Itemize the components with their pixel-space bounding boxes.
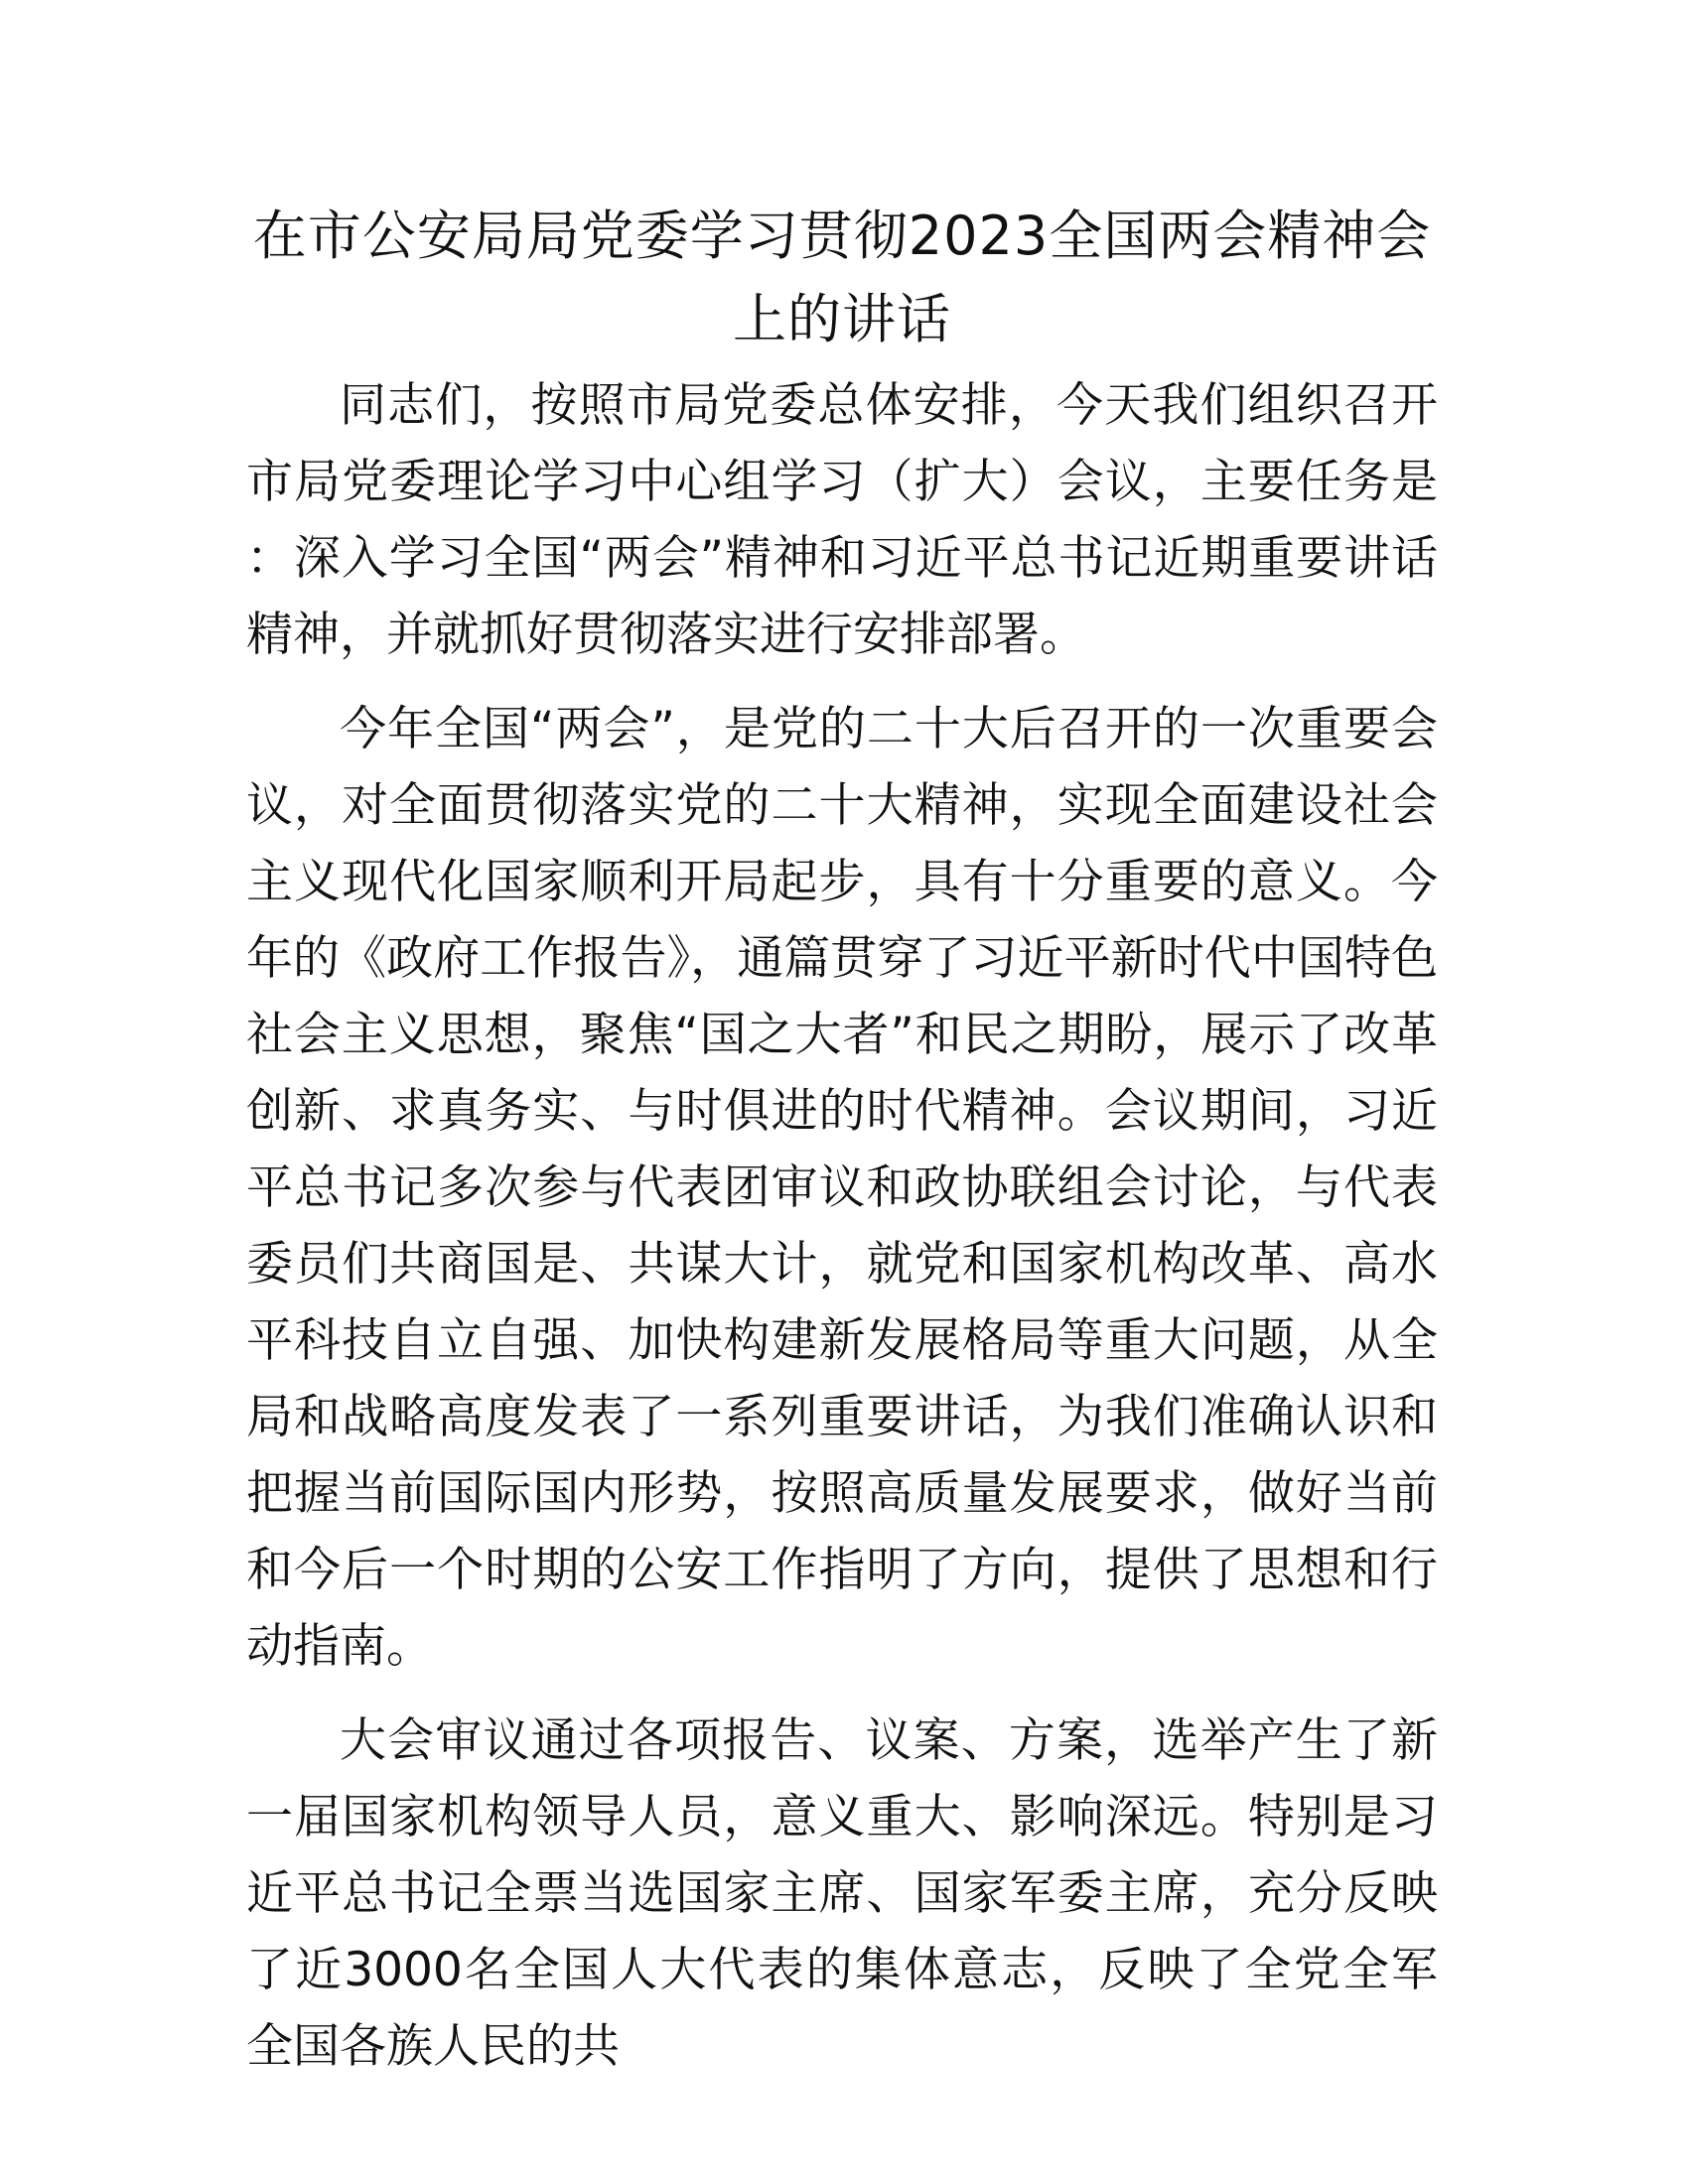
paragraph-3: 大会审议通过各项报告、议案、方案，选举产生了新一届国家机构领导人员，意义重大、影响深远。特别是习近平总书记全票当选国家主席、国家军委主席，充分反映了近3000名全国人大代表的集体意志，反映了全党全军全国各族人民的共 <box>246 1713 1438 2074</box>
document-body <box>246 195 1438 2085</box>
document-title: 在市公安局局党委学习贯彻2023全国两会精神会上的讲话 <box>252 205 1432 350</box>
paragraph-2: 今年全国“两会”，是党的二十大后召开的一次重要会议，对全面贯彻落实党的二十大精神，实现全面建设社会主义现代化国家顺利开局起步，具有十分重要的意义。今年的《政府工作报告》，通篇贯穿了习近平新时代中国特色社会主义思想，聚焦“国之大者”和民之期盼，展示了改革创新、求真务实、与时俱进的时代精神。会议期间，习近平总书记多次参与代表团审议和政协联组会讨论，与代表委员们共商国是、共谋大计，就党和国家机构改革、高水平科技自立自强、加快构建新发展格局等重大问题，从全局和战略高度发表了一系列重要讲话，为我们准确认识和把握当前国际国内形势，按照高质量发展要求，做好当前和今后一个时期的公安工作指明了方向，提供了思想和行动指南。 <box>246 702 1438 1674</box>
paragraph-1: 同志们，按照市局党委总体安排，今天我们组织召开市局党委理论学习中心组学习（扩大）会议，主要任务是：深入学习全国“两会”精神和习近平总书记近期重要讲话精神，并就抓好贯彻落实进行安排部署。 <box>246 378 1438 662</box>
